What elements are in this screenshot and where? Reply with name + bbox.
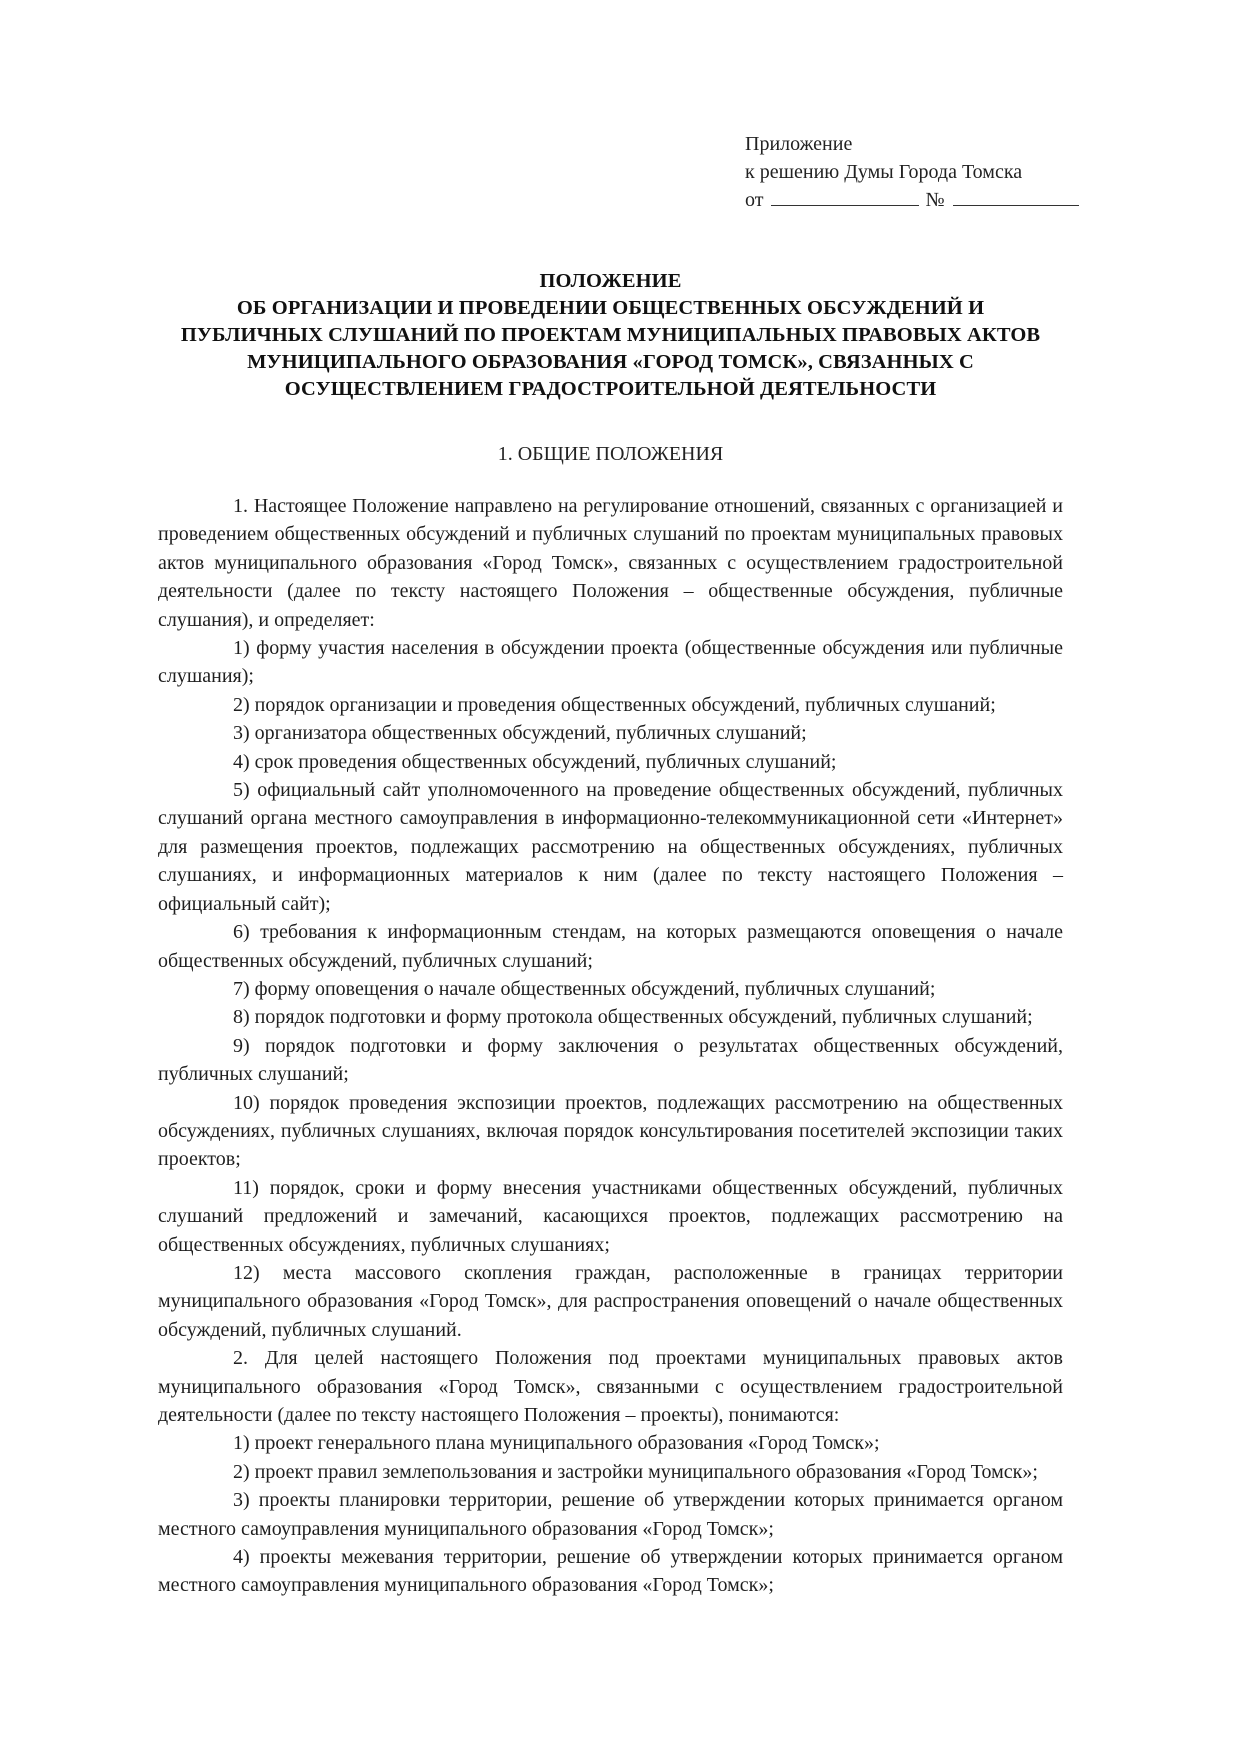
paragraph: 12) места массового скопления граждан, расположенные в границах территории муниципального образования «Город Томск», для распространения оповещений о начале общественных обсуждений, публичных слушаний. (158, 1261, 1063, 1341)
date-blank-field (771, 187, 919, 206)
paragraph: 7) форму оповещения о начале общественных обсуждений, публичных слушаний; (233, 977, 936, 1000)
appendix-label: Приложение (745, 133, 853, 155)
section-body (158, 492, 1063, 1600)
title-line-3: ПУБЛИЧНЫХ СЛУШАНИЙ ПО ПРОЕКТАМ МУНИЦИПАЛЬНЫХ ПРАВОВЫХ АКТОВ (180, 324, 1041, 346)
title-line-2: ОБ ОРГАНИЗАЦИИ И ПРОВЕДЕНИИ ОБЩЕСТВЕННЫХ ОБСУЖДЕНИЙ И (236, 297, 985, 319)
paragraph: 2) проект правил землепользования и застройки муниципального образования «Город Томск»; (233, 1460, 1038, 1483)
title-line-5: ОСУЩЕСТВЛЕНИЕМ ГРАДОСТРОИТЕЛЬНОЙ ДЕЯТЕЛЬНОСТИ (284, 378, 937, 400)
number-blank-field (953, 187, 1079, 206)
date-prefix: от (745, 189, 764, 211)
paragraph: 1. Настоящее Положение направлено на регулирование отношений, связанных с организацией и проведением общественных обсуждений и публичных слушаний по проектам муниципальных правовых актов муниципального образования «Город Томск», связанных с осуществлением градостроительной деятельности (далее по тексту настоящего Положения – общественные обсуждения, публичные слушания), и определяет: (158, 495, 1063, 631)
paragraph: 3) организатора общественных обсуждений, публичных слушаний; (233, 722, 807, 745)
paragraph: 10) порядок проведения экспозиции проектов, подлежащих рассмотрению на общественных обсуждениях, публичных слушаниях, включая порядок консультирования посетителей экспозиции таких проектов; (158, 1091, 1063, 1171)
paragraph: 2. Для целей настоящего Положения под проектами муниципальных правовых актов муниципального образования «Город Томск», связанными с осуществлением градостроительной деятельности (далее по тексту настоящего Положения – проекты), понимаются: (158, 1347, 1063, 1426)
paragraph: 8) порядок подготовки и форму протокола общественных обсуждений, публичных слушаний; (233, 1006, 1033, 1029)
paragraph: 9) порядок подготовки и форму заключения о результатах общественных обсуждений, публичных слушаний; (158, 1034, 1063, 1086)
paragraph: 2) порядок организации и проведения общественных обсуждений, публичных слушаний; (233, 693, 996, 716)
paragraph: 5) официальный сайт уполномоченного на проведение общественных обсуждений, публичных слушаний органа местного самоуправления в информационно-телекоммуникационной сети «Интернет» для размещения проектов, подлежащих рассмотрению на общественных обсуждениях, публичных слушаниях, и информационных материалов к ним (далее по тексту настоящего Положения – официальный сайт); (158, 779, 1063, 915)
paragraph: 1) проект генерального плана муниципального образования «Город Томск»; (233, 1432, 880, 1455)
paragraph: 4) проекты межевания территории, решение об утверждении которых принимается органом местного самоуправления муниципального образования «Город Томск»; (158, 1546, 1063, 1597)
appendix-header (745, 130, 1079, 214)
paragraph: 3) проекты планировки территории, решение об утверждении которых принимается органом местного самоуправления муниципального образования «Город Томск»; (158, 1489, 1063, 1540)
document-title (158, 268, 1063, 403)
paragraph: 11) порядок, сроки и форму внесения участниками общественных обсуждений, публичных слушаний предложений и замечаний, касающихся проектов, подлежащих рассмотрению на общественных обсуждениях, публичных слушаниях; (158, 1176, 1063, 1256)
title-line-4: МУНИЦИПАЛЬНОГО ОБРАЗОВАНИЯ «ГОРОД ТОМСК», СВЯЗАННЫХ С (247, 351, 974, 373)
paragraph: 4) срок проведения общественных обсуждений, публичных слушаний; (233, 750, 837, 773)
appendix-date-number-line (745, 186, 1079, 214)
paragraph: 1) форму участия населения в обсуждении проекта (общественные обсуждения или публичные слушания); (158, 637, 1063, 688)
number-sign: № (925, 189, 945, 211)
title-line-1: ПОЛОЖЕНИЕ (539, 270, 682, 292)
paragraph: 6) требования к информационным стендам, на которых размещаются оповещения о начале общественных обсуждений, публичных слушаний; (158, 921, 1063, 972)
appendix-decision-ref: к решению Думы Города Томска (745, 161, 1023, 183)
section-heading: 1. ОБЩИЕ ПОЛОЖЕНИЯ (497, 443, 724, 465)
